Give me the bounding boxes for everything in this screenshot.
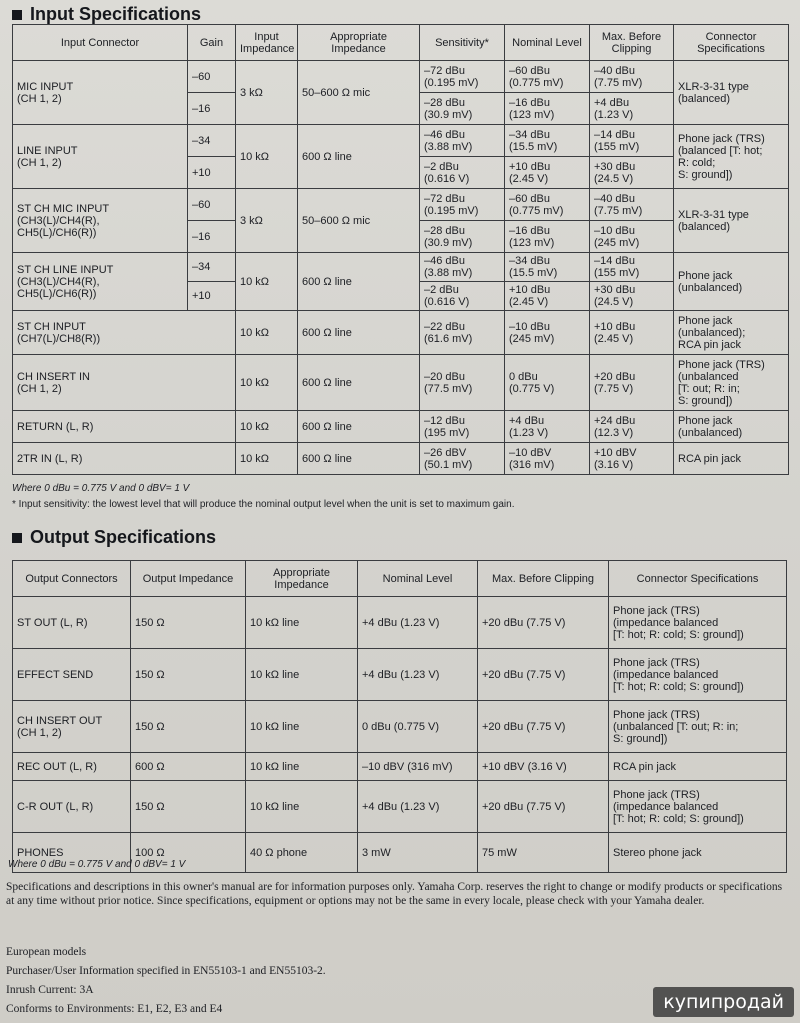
header-input-impedance: Input Impedance bbox=[236, 25, 298, 61]
output-section-title bbox=[12, 527, 216, 548]
table-row bbox=[13, 125, 789, 157]
connector-spec: Phone jack (TRS) (unbalanced [T: out; R: in; S: ground]) bbox=[674, 355, 789, 411]
connector-spec: Phone jack (TRS) (impedance balanced [T: hot; R: cold; S: ground]) bbox=[609, 781, 787, 833]
appropriate-impedance: 40 Ω phone bbox=[246, 833, 358, 873]
sensitivity-footnote: * Input sensitivity: the lowest level that will produce the nominal output level when the unit is set to maximum gain. bbox=[12, 499, 515, 510]
header-max-before-clipping: Max. Before Clipping bbox=[590, 25, 674, 61]
output-section-title-text: Output Specifications bbox=[30, 527, 217, 547]
output-impedance: 150 Ω bbox=[131, 597, 246, 649]
site-watermark: купипродай bbox=[653, 987, 794, 1017]
sensitivity: –26 dBV (50.1 mV) bbox=[420, 443, 505, 475]
connector-spec: Phone jack (TRS) (balanced [T: hot; R: cold; S: ground]) bbox=[674, 125, 789, 189]
input-spec-table bbox=[12, 24, 789, 475]
connector-name: EFFECT SEND bbox=[13, 649, 131, 701]
appropriate-impedance: 50–600 Ω mic bbox=[298, 189, 420, 253]
connector-spec: Stereo phone jack bbox=[609, 833, 787, 873]
connector-spec: Phone jack (TRS) (impedance balanced [T: hot; R: cold; S: ground]) bbox=[609, 597, 787, 649]
legal-paragraph: Specifications and descriptions in this owner's manual are for information purposes only. Yamaha Corp. reserves the right to change or modify products or specifications at any time without prior notice. Since specifications, equipment or options may not be the same in every locale, please check with your Yamaha dealer. bbox=[6, 881, 783, 907]
nominal-level: –34 dBu (15.5 mV) bbox=[505, 125, 590, 157]
output-header-row bbox=[13, 561, 787, 597]
connector-spec: XLR-3-31 type (balanced) bbox=[674, 189, 789, 253]
input-impedance: 10 kΩ bbox=[236, 125, 298, 189]
appropriate-impedance: 50–600 Ω mic bbox=[298, 61, 420, 125]
header-connector-specifications: Connector Specifications bbox=[674, 25, 789, 61]
table-row bbox=[13, 253, 789, 282]
max-before-clipping: +10 dBV (3.16 V) bbox=[590, 443, 674, 475]
output-impedance: 600 Ω bbox=[131, 753, 246, 781]
nominal-level: –16 dBu (123 mV) bbox=[505, 221, 590, 253]
nominal-level: 3 mW bbox=[358, 833, 478, 873]
connector-name: MIC INPUT (CH 1, 2) bbox=[13, 61, 188, 125]
nominal-level: –10 dBu (245 mV) bbox=[505, 311, 590, 355]
connector-name: CH INSERT OUT (CH 1, 2) bbox=[13, 701, 131, 753]
nominal-level: 0 dBu (0.775 V) bbox=[358, 701, 478, 753]
appropriate-impedance: 10 kΩ line bbox=[246, 753, 358, 781]
gain-value: –34 bbox=[188, 125, 236, 157]
sensitivity: –12 dBu (195 mV) bbox=[420, 411, 505, 443]
header-input-connector: Input Connector bbox=[13, 25, 188, 61]
nominal-level: +4 dBu (1.23 V) bbox=[505, 411, 590, 443]
header-max-before-clipping: Max. Before Clipping bbox=[478, 561, 609, 597]
max-before-clipping: –14 dBu (155 mV) bbox=[590, 125, 674, 157]
header-sensitivity: Sensitivity* bbox=[420, 25, 505, 61]
max-before-clipping: +20 dBu (7.75 V) bbox=[478, 649, 609, 701]
input-section-title bbox=[12, 4, 201, 25]
output-impedance: 150 Ω bbox=[131, 701, 246, 753]
max-before-clipping: +24 dBu (12.3 V) bbox=[590, 411, 674, 443]
table-row bbox=[13, 753, 787, 781]
input-reference-note-text: Where 0 dBu = 0.775 V and 0 dBV= 1 V bbox=[12, 483, 190, 494]
output-impedance: 150 Ω bbox=[131, 781, 246, 833]
nominal-level: –16 dBu (123 mV) bbox=[505, 93, 590, 125]
header-appropriate-impedance: Appropriate Impedance bbox=[246, 561, 358, 597]
appropriate-impedance: 600 Ω line bbox=[298, 253, 420, 311]
table-row bbox=[13, 411, 789, 443]
input-header-row bbox=[13, 25, 789, 61]
gain-value: –34 bbox=[188, 253, 236, 282]
input-impedance: 10 kΩ bbox=[236, 443, 298, 475]
max-before-clipping: +20 dBu (7.75 V) bbox=[478, 597, 609, 649]
header-nominal-level: Nominal Level bbox=[358, 561, 478, 597]
sensitivity: –72 dBu (0.195 mV) bbox=[420, 189, 505, 221]
connector-name: PHONES bbox=[13, 833, 131, 873]
sensitivity: –28 dBu (30.9 mV) bbox=[420, 93, 505, 125]
connector-spec: XLR-3-31 type (balanced) bbox=[674, 61, 789, 125]
header-appropriate-impedance: Appropriate Impedance bbox=[298, 25, 420, 61]
header-connector-specifications: Connector Specifications bbox=[609, 561, 787, 597]
connector-name: 2TR IN (L, R) bbox=[13, 443, 236, 475]
output-impedance: 150 Ω bbox=[131, 649, 246, 701]
header-output-impedance: Output Impedance bbox=[131, 561, 246, 597]
gain-value: +10 bbox=[188, 157, 236, 189]
section-bullet-icon bbox=[12, 10, 22, 20]
nominal-level: +4 dBu (1.23 V) bbox=[358, 781, 478, 833]
nominal-level: –60 dBu (0.775 mV) bbox=[505, 189, 590, 221]
legal-line: Purchaser/User Information specified in EN55103-1 and EN55103-2. bbox=[6, 965, 326, 977]
sensitivity: –20 dBu (77.5 mV) bbox=[420, 355, 505, 411]
output-spec-table bbox=[12, 560, 787, 873]
output-reference-note bbox=[8, 859, 185, 870]
connector-spec: RCA pin jack bbox=[609, 753, 787, 781]
appropriate-impedance: 10 kΩ line bbox=[246, 701, 358, 753]
table-row bbox=[13, 701, 787, 753]
max-before-clipping: +30 dBu (24.5 V) bbox=[590, 157, 674, 189]
nominal-level: –10 dBV (316 mV) bbox=[505, 443, 590, 475]
nominal-level: –34 dBu (15.5 mV) bbox=[505, 253, 590, 282]
max-before-clipping: +20 dBu (7.75 V) bbox=[590, 355, 674, 411]
gain-value: –60 bbox=[188, 189, 236, 221]
input-impedance: 3 kΩ bbox=[236, 189, 298, 253]
connector-name: CH INSERT IN (CH 1, 2) bbox=[13, 355, 236, 411]
gain-value: –16 bbox=[188, 221, 236, 253]
connector-name: ST CH INPUT (CH7(L)/CH8(R)) bbox=[13, 311, 236, 355]
nominal-level: –60 dBu (0.775 mV) bbox=[505, 61, 590, 93]
nominal-level: +4 dBu (1.23 V) bbox=[358, 649, 478, 701]
output-reference-note-text: Where 0 dBu = 0.775 V and 0 dBV= 1 V bbox=[8, 859, 186, 870]
gain-value: –16 bbox=[188, 93, 236, 125]
table-row bbox=[13, 355, 789, 411]
sensitivity: –28 dBu (30.9 mV) bbox=[420, 221, 505, 253]
legal-line: Conforms to Environments: E1, E2, E3 and E4 bbox=[6, 1003, 223, 1015]
table-row bbox=[13, 189, 789, 221]
max-before-clipping: +20 dBu (7.75 V) bbox=[478, 701, 609, 753]
sensitivity: –72 dBu (0.195 mV) bbox=[420, 61, 505, 93]
table-row bbox=[13, 443, 789, 475]
table-row bbox=[13, 311, 789, 355]
input-impedance: 10 kΩ bbox=[236, 411, 298, 443]
max-before-clipping: +10 dBV (3.16 V) bbox=[478, 753, 609, 781]
max-before-clipping: –10 dBu (245 mV) bbox=[590, 221, 674, 253]
legal-line: Inrush Current: 3A bbox=[6, 984, 94, 996]
table-row bbox=[13, 781, 787, 833]
connector-spec: Phone jack (unbalanced); RCA pin jack bbox=[674, 311, 789, 355]
header-output-connectors: Output Connectors bbox=[13, 561, 131, 597]
appropriate-impedance: 600 Ω line bbox=[298, 411, 420, 443]
gain-value: –60 bbox=[188, 61, 236, 93]
header-nominal-level: Nominal Level bbox=[505, 25, 590, 61]
legal-line: European models bbox=[6, 946, 87, 958]
appropriate-impedance: 600 Ω line bbox=[298, 311, 420, 355]
nominal-level: +4 dBu (1.23 V) bbox=[358, 597, 478, 649]
connector-spec: Phone jack (TRS) (impedance balanced [T: hot; R: cold; S: ground]) bbox=[609, 649, 787, 701]
nominal-level: –10 dBV (316 mV) bbox=[358, 753, 478, 781]
input-impedance: 10 kΩ bbox=[236, 311, 298, 355]
max-before-clipping: –40 dBu (7.75 mV) bbox=[590, 189, 674, 221]
sensitivity: –22 dBu (61.6 mV) bbox=[420, 311, 505, 355]
sensitivity: –2 dBu (0.616 V) bbox=[420, 157, 505, 189]
max-before-clipping: +4 dBu (1.23 V) bbox=[590, 93, 674, 125]
appropriate-impedance: 600 Ω line bbox=[298, 355, 420, 411]
input-section-title-text: Input Specifications bbox=[30, 4, 202, 24]
max-before-clipping: +30 dBu (24.5 V) bbox=[590, 282, 674, 311]
nominal-level: 0 dBu (0.775 V) bbox=[505, 355, 590, 411]
table-row bbox=[13, 61, 789, 93]
max-before-clipping: +20 dBu (7.75 V) bbox=[478, 781, 609, 833]
table-row bbox=[13, 597, 787, 649]
connector-name: ST OUT (L, R) bbox=[13, 597, 131, 649]
connector-spec: RCA pin jack bbox=[674, 443, 789, 475]
connector-spec: Phone jack (unbalanced) bbox=[674, 411, 789, 443]
max-before-clipping: –40 dBu (7.75 mV) bbox=[590, 61, 674, 93]
sensitivity: –46 dBu (3.88 mV) bbox=[420, 125, 505, 157]
output-impedance: 100 Ω bbox=[131, 833, 246, 873]
input-impedance: 10 kΩ bbox=[236, 355, 298, 411]
appropriate-impedance: 10 kΩ line bbox=[246, 649, 358, 701]
connector-name: ST CH MIC INPUT (CH3(L)/CH4(R), CH5(L)/CH6(R)) bbox=[13, 189, 188, 253]
table-row bbox=[13, 649, 787, 701]
connector-name: REC OUT (L, R) bbox=[13, 753, 131, 781]
connector-name: ST CH LINE INPUT (CH3(L)/CH4(R), CH5(L)/CH6(R)) bbox=[13, 253, 188, 311]
max-before-clipping: +10 dBu (2.45 V) bbox=[590, 311, 674, 355]
appropriate-impedance: 600 Ω line bbox=[298, 125, 420, 189]
max-before-clipping: 75 mW bbox=[478, 833, 609, 873]
nominal-level: +10 dBu (2.45 V) bbox=[505, 157, 590, 189]
appropriate-impedance: 600 Ω line bbox=[298, 443, 420, 475]
appropriate-impedance: 10 kΩ line bbox=[246, 781, 358, 833]
input-impedance: 10 kΩ bbox=[236, 253, 298, 311]
gain-value: +10 bbox=[188, 282, 236, 311]
max-before-clipping: –14 dBu (155 mV) bbox=[590, 253, 674, 282]
section-bullet-icon bbox=[12, 533, 22, 543]
input-impedance: 3 kΩ bbox=[236, 61, 298, 125]
connector-spec: Phone jack (TRS) (unbalanced [T: out; R: in; S: ground]) bbox=[609, 701, 787, 753]
nominal-level: +10 dBu (2.45 V) bbox=[505, 282, 590, 311]
connector-name: LINE INPUT (CH 1, 2) bbox=[13, 125, 188, 189]
connector-spec: Phone jack (unbalanced) bbox=[674, 253, 789, 311]
input-reference-note bbox=[12, 483, 189, 494]
appropriate-impedance: 10 kΩ line bbox=[246, 597, 358, 649]
sensitivity: –2 dBu (0.616 V) bbox=[420, 282, 505, 311]
sensitivity: –46 dBu (3.88 mV) bbox=[420, 253, 505, 282]
connector-name: C-R OUT (L, R) bbox=[13, 781, 131, 833]
connector-name: RETURN (L, R) bbox=[13, 411, 236, 443]
header-gain: Gain bbox=[188, 25, 236, 61]
